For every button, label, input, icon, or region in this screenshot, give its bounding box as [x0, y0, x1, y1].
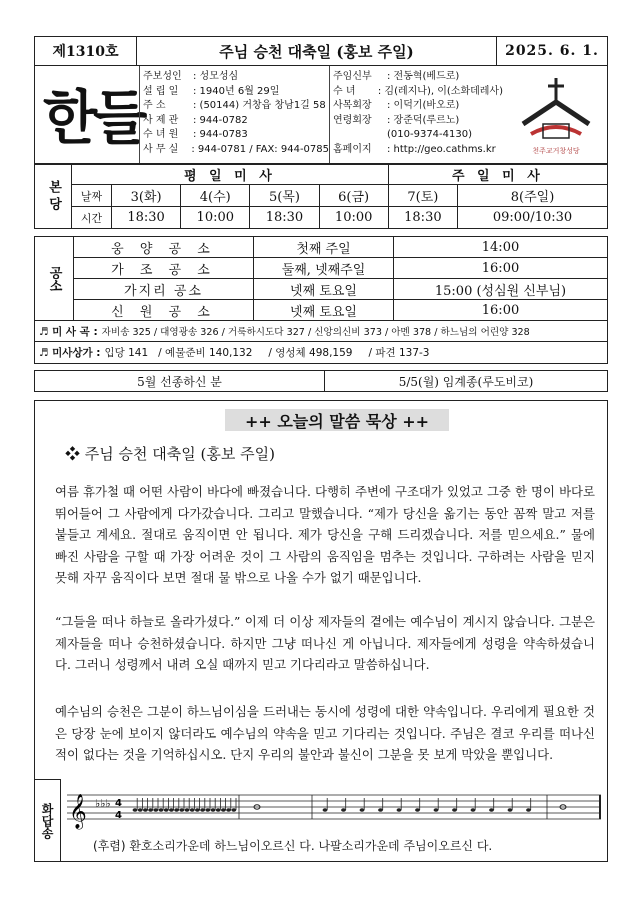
time-cell: 18:30	[250, 207, 319, 229]
info-right	[333, 70, 503, 157]
mass-hymns-line	[34, 320, 608, 342]
station-name: 웅 양 공 소	[74, 237, 254, 258]
note-head	[397, 808, 402, 812]
sunday-mass-header: 주 일 미 사	[388, 165, 607, 185]
day-cell: 5(목)	[250, 185, 319, 207]
note-head	[378, 808, 383, 812]
info-row: 수 녀 원 : 944-0783	[143, 129, 248, 140]
note-head	[211, 808, 216, 812]
station-when: 넷째 토요일	[254, 279, 394, 300]
day-cell: 3(화)	[112, 185, 181, 207]
psalm-lyrics: (후렴) 환호소리가운데 하느님이오르신 다. 나팔소리가운데 주님이오르신 다.	[93, 839, 493, 853]
divider	[139, 66, 140, 163]
station-name: 신 원 공 소	[74, 300, 254, 321]
svg-text:4: 4	[115, 810, 122, 821]
song-entry: / 파견 137-3	[368, 347, 430, 359]
note-head	[185, 808, 190, 812]
station-name: 가 조 공 소	[74, 258, 254, 279]
weekday-mass-header: 평 일 미 사	[72, 165, 389, 185]
church-name: 천주교거창성당	[532, 147, 580, 155]
stats-label: ♬ 미사상가 :	[39, 347, 101, 359]
info-row: 사목회장 : 이덕기(바오로)	[333, 100, 460, 111]
info-row: 주보성인 : 성모성심	[143, 71, 239, 82]
meditation-paragraph: 여름 휴가철 때 어떤 사람이 바다에 빠졌습니다. 다행히 주변에 구조대가 있었고 그중 한 명이 바다로 뛰어들어 그 사람에게 다가갔습니다. 그리고 말했습니다. “제가 당신을 옮기는 동안 꼼짝 말고 저를 붙들고 계세요. 절대로 움직이면 안 됩니다. 제가 당신을 구해 드리겠습니다. 저를 믿으세요.” 물에 빠진 사람을 구할 때 가장 어려운 것이 그 사람의 움직임을 멈추는 것입니다. 구하려는 사람을 믿지 못해 자꾸 움직이다 보면 절대 물 밖으로 나올 수가 없기 때문입니다.	[55, 484, 595, 585]
note-head	[148, 808, 153, 812]
info-row: (010-9374-4130)	[387, 129, 473, 140]
note-head	[133, 808, 138, 812]
svg-text:𝄞: 𝄞	[69, 794, 87, 829]
note-head	[190, 808, 195, 812]
note-head	[159, 808, 164, 812]
note-head	[195, 808, 200, 812]
note-head	[360, 808, 365, 812]
meditation-title: ++ 오늘의 말씀 묵상 ++	[225, 409, 449, 431]
note-head	[231, 808, 236, 812]
info-row: 수 녀 : 김(레지나), 이(소화데레사)	[333, 85, 503, 97]
day-cell: 7(토)	[388, 185, 457, 207]
note-head	[164, 808, 169, 812]
note-head	[200, 808, 205, 812]
psalm-side-label: 화답송	[35, 779, 61, 861]
station-time: 16:00	[394, 258, 608, 279]
info-row: 홈페이지 : http://geo.cathms.kr	[333, 143, 496, 155]
song-entry: 입당 141	[104, 347, 149, 359]
song-entry: / 영성체 498,159	[268, 347, 353, 359]
info-row: 주임신부 : 전동혁(베드로)	[333, 71, 460, 82]
station-time: 14:00	[394, 237, 608, 258]
note-head	[489, 808, 494, 812]
note-head	[216, 808, 221, 812]
note-head	[508, 808, 513, 812]
info-left	[143, 70, 329, 157]
note-head	[415, 808, 420, 812]
note-head	[205, 808, 210, 812]
note-head	[138, 808, 143, 812]
note-head	[226, 808, 231, 812]
deceased-notice	[34, 370, 608, 392]
meditation-section	[34, 400, 608, 862]
svg-text:4: 4	[115, 798, 122, 809]
note-head	[179, 808, 184, 812]
note-head	[143, 808, 148, 812]
day-cell: 6(금)	[319, 185, 388, 207]
day-cell: 8(주일)	[458, 185, 608, 207]
note-head	[452, 808, 457, 812]
note-head	[221, 808, 226, 812]
note-head	[434, 808, 439, 812]
time-cell: 09:00/10:30	[458, 207, 608, 229]
station-when: 둘째, 넷째주일	[254, 258, 394, 279]
mission-station-table	[34, 236, 608, 321]
time-cell: 10:00	[319, 207, 388, 229]
masthead-title: 한들	[43, 84, 144, 153]
note-head	[174, 808, 179, 812]
note-head	[526, 808, 531, 812]
music-staff-icon	[67, 785, 601, 835]
meditation-paragraph: “그들을 떠나 하늘로 올라가셨다.” 이제 더 이상 제자들의 곁에는 예수님이 계시지 않습니다. 그분은 제자들을 떠나 승천하셨습니다. 하지만 그냥 떠나신 게 아닙니다. 제자들에게 성령을 약속하셨습니다. 그러니 성령께서 내려 오실 때까지 믿고 기다리라고 말씀하십니다.	[55, 614, 595, 672]
note-head	[471, 808, 476, 812]
header-bar	[34, 36, 608, 66]
divider	[329, 66, 330, 163]
bulletin-date: 2025. 6. 1.	[505, 43, 599, 59]
parish-info	[34, 66, 608, 164]
day-label: 날짜	[72, 185, 112, 207]
note-head	[153, 808, 158, 812]
mass-songs-line	[34, 342, 608, 364]
info-row: 주 소 : (50144) 거창읍 창남1길 58	[143, 100, 326, 111]
info-row: 사 제 관 : 944-0782	[143, 114, 248, 126]
station-time: 16:00	[394, 300, 608, 321]
responsorial-psalm	[35, 779, 607, 861]
song-entry: / 예물준비 140,132	[158, 347, 253, 359]
deceased-label: 5월 선종하신 분	[35, 371, 325, 391]
hymns-label: ♬ 미 사 곡 :	[39, 325, 98, 338]
station-name: 가지리 공소	[74, 279, 254, 300]
mass-schedule-table	[34, 164, 608, 229]
meditation-subtitle: ❖ 주님 승천 대축일 (홍보 주일)	[65, 445, 275, 463]
time-cell: 18:30	[388, 207, 457, 229]
time-cell: 10:00	[181, 207, 250, 229]
bulletin-title: 주님 승천 대축일 (홍보 주일)	[137, 37, 497, 65]
mass-side-label: 본당	[35, 165, 72, 229]
info-row: 설 립 일 : 1940년 6월 29일	[143, 85, 280, 97]
time-cell: 18:30	[112, 207, 181, 229]
time-label: 시간	[72, 207, 112, 229]
deceased-name: 5/5(월) 임계종(루도비코)	[398, 374, 534, 389]
station-time: 15:00 (성심원 신부님)	[394, 279, 608, 300]
station-when: 첫째 주일	[254, 237, 394, 258]
note-head	[341, 808, 346, 812]
day-cell: 4(수)	[181, 185, 250, 207]
svg-text:♭♭♭: ♭♭♭	[95, 797, 111, 810]
note-head	[323, 808, 328, 812]
meditation-paragraph: 예수님의 승천은 그분이 하느님이심을 드러내는 동시에 성령에 대한 약속입니다. 우리에게 필요한 것은 당장 눈에 보이지 않더라도 예수님의 약속을 믿고 기다리는 것입니다. 주님은 결코 우리를 떠나신 적이 없다는 것을 기억하십시오. 단지 우리의 불안과 불신이 그분을 못 보게 막았을 뿐입니다.	[55, 704, 595, 762]
info-row: 연령회장 : 장준덕(루르노)	[333, 114, 460, 126]
info-row: 사 무 실 : 944-0781 / FAX: 944-0785	[143, 143, 329, 155]
note-head	[169, 808, 174, 812]
station-when: 넷째 토요일	[254, 300, 394, 321]
hymns-text: 자비송 325 / 대영광송 326 / 거룩하시도다 327 / 신앙의신비 373 / 아멘 378 / 하느님의 어린양 328	[101, 327, 530, 338]
gongso-side-label: 공소	[35, 237, 74, 321]
issue-number: 제1310호	[35, 37, 137, 65]
